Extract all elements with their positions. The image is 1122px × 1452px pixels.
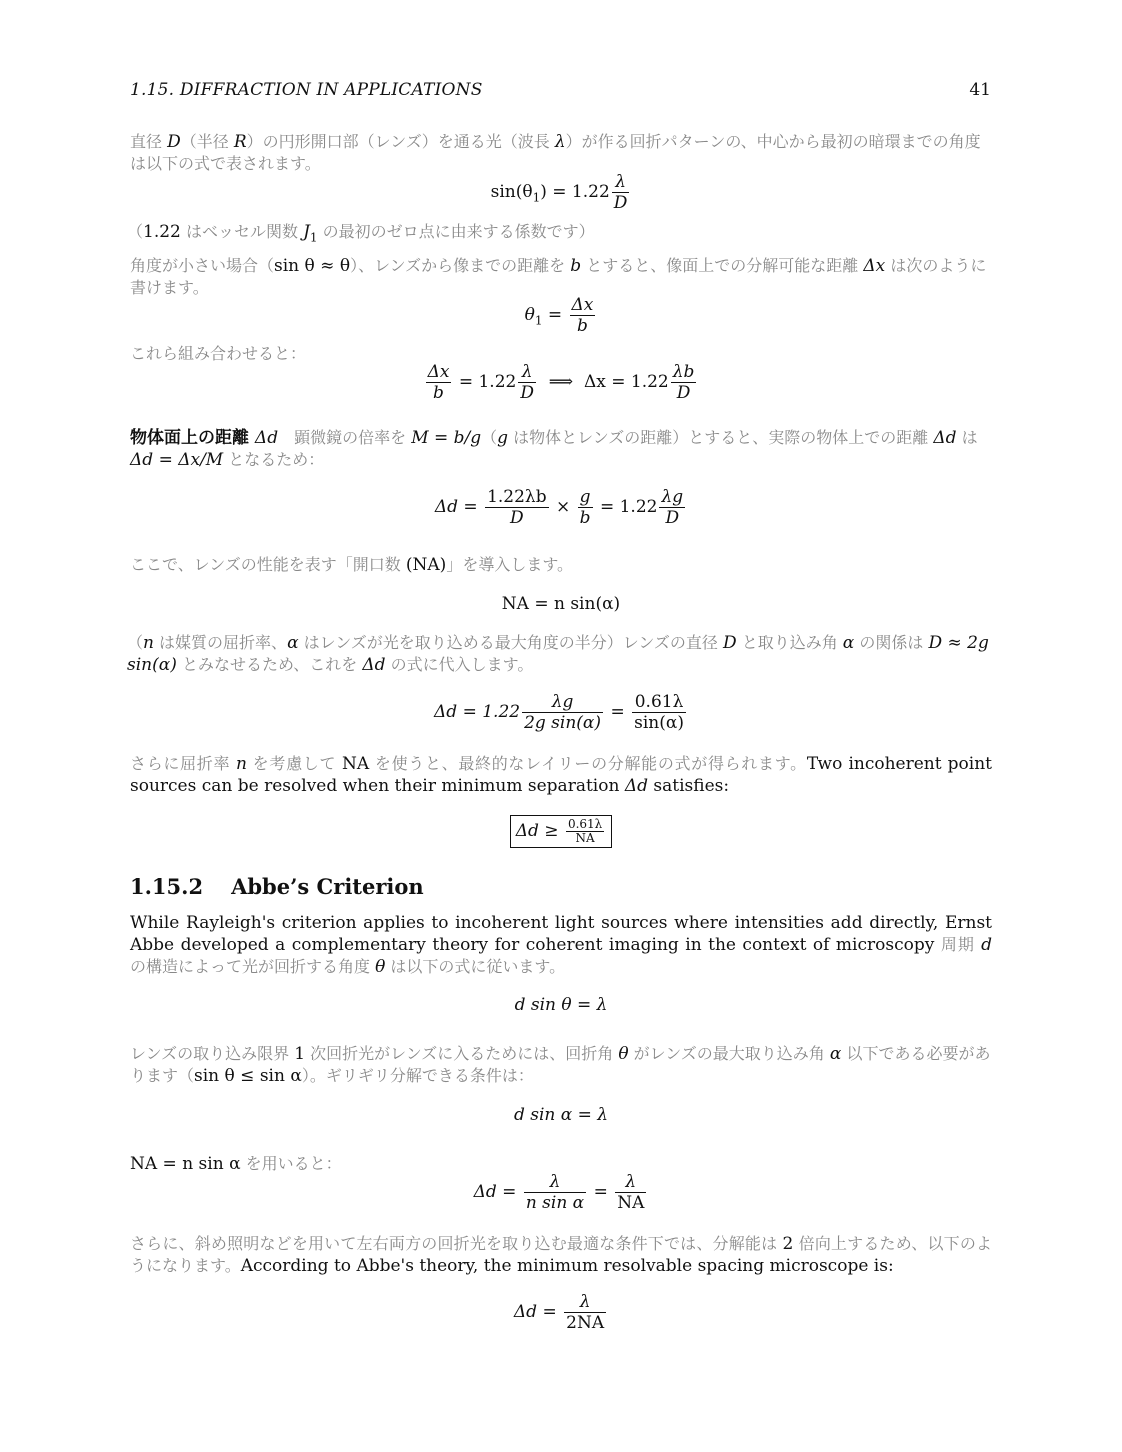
boxed-result: Δd ≥ $\frac{0.61\lambda}{NA}$ bbox=[510, 815, 613, 848]
fraction: $\frac{\lambda}{2NA}$ bbox=[566, 1292, 605, 1333]
paragraph-aperture-intro: 直径 D（半径 R）の円形開口部（レンズ）を通る光（波長 λ）が作る回折パターンの、中心から最初の暗環までの角度は以下の式で表されます。 bbox=[130, 132, 981, 173]
fraction: $\frac{\lambda}{D}$ bbox=[613, 172, 628, 213]
fraction: $\frac{\lambda b}{D}$ bbox=[672, 362, 695, 403]
fraction: $\frac{\Delta x}{b}$ bbox=[571, 295, 594, 336]
fraction: $\frac{\lambda}{NA}$ bbox=[617, 1172, 645, 1213]
running-header bbox=[130, 80, 991, 102]
equation-theta-dx: $\theta_1$ = $\frac{\Delta x}{b}$ bbox=[524, 295, 594, 336]
fraction: $\frac{1.22\lambda b}{D}$ bbox=[487, 487, 547, 528]
page-number: 41 bbox=[969, 80, 991, 100]
section-title: Abbe’s Criterion bbox=[231, 874, 424, 899]
fraction: $\frac{\lambda g}{D}$ bbox=[661, 487, 684, 528]
paragraph-first-order: レンズの取り込み限界 1 次回折光がレンズに入るためには、回折角 θ がレンズの最大取り込み角 α 以下である必要があります（sin θ ≤ sin α）。ギリギリ分解できる条件は： bbox=[130, 1044, 991, 1086]
equation-abbe-delta-d: Δd = $\frac{\lambda}{\text{n sin α}}$ = $\frac{\lambda}{NA}$ bbox=[473, 1172, 645, 1213]
equation-limit-condition: d sin α = λ bbox=[513, 1105, 609, 1125]
paragraph-na-intro: ここで、レンズの性能を表す「開口数 (NA)」を導入します。 bbox=[130, 555, 574, 575]
equation-first-dark-ring: $\sin(\theta_1) = 1.22$ $\frac{\lambda}{D}$ bbox=[490, 172, 628, 213]
paragraph-using-na: NA = n sin α を用いると： bbox=[130, 1154, 342, 1174]
fraction: $\frac{0.61\lambda}{\sin(\alpha)}$ bbox=[634, 692, 684, 733]
section-heading bbox=[130, 874, 424, 899]
paragraph-substitution: （n は媒質の屈折率、α はレンズが光を取り込める最大角度の半分）レンズの直径 D と取り込み角 α の関係は D ≈ 2g sin(α) とみなせるため、これを Δd の式に代入します。 bbox=[127, 633, 989, 675]
fraction: $\frac{0.61\lambda}{NA}$ bbox=[567, 817, 603, 845]
fraction: $\frac{\lambda g}{\text{2g sin(α)}}$ bbox=[524, 692, 602, 733]
paragraph-small-angle: 角度が小さい場合（sin θ ≈ θ）、レンズから像までの距離を b とすると、像面上での分解可能な距離 Δx は次のように書けます。 bbox=[130, 256, 987, 297]
header-chapter-title: 1.15. DIFFRACTION IN APPLICATIONS bbox=[130, 80, 483, 100]
paragraph-abbe-intro: While Rayleigh's criterion applies to incoherent light sources where intensities add directly, Ernst Abbe developed a complementary theory for coherent imaging in the context of microscopy 周期 d の構造によって光が回折する角度 θ は以下の式に従います。 bbox=[130, 913, 993, 977]
fraction: $\frac{g}{b}$ bbox=[579, 487, 591, 528]
fraction: $\frac{\lambda}{D}$ bbox=[520, 362, 534, 403]
equation-grating: d sin θ = λ bbox=[514, 995, 608, 1015]
paragraph-object-distance: 物体面上の距離 Δd 顕微鏡の倍率を M = b/g（g は物体とレンズの距離）とすると、実際の物体上での距離 Δd は Δd = Δx/M となるため： bbox=[130, 428, 978, 470]
equation-object-delta-d: Δd = $\frac{1.22\lambda b}{D}$ × $\frac{g}{b}$ = 1.22 $\frac{\lambda g}{D}$ bbox=[434, 487, 684, 528]
equation-abbe-final: Δd = $\frac{\lambda}{2NA}$ bbox=[513, 1292, 605, 1333]
paragraph-combine: これら組み合わせると： bbox=[130, 344, 307, 363]
equation-substituted: Δd = 1.22 $\frac{\lambda g}{\text{2g sin(α)}}$ = $\frac{0.61\lambda}{\sin(\alpha)}$ bbox=[434, 692, 684, 733]
paragraph-bessel-note: （1.22 はベッセル関数 $J_1$ の最初のゼロ点に由来する係数です） bbox=[127, 222, 595, 245]
equation-rayleigh-boxed bbox=[130, 815, 992, 848]
section-number: 1.15.2 bbox=[130, 874, 204, 899]
paragraph-oblique-illumination: さらに、斜め照明などを用いて左右両方の回折光を取り込む最適な条件下では、分解能は 2 倍向上するため、以下のようになります。According to Abbe's theory, the minimum resolvable spacing microscope is: bbox=[130, 1234, 993, 1276]
equation-combined: $\frac{\Delta x}{b}$ = 1.22 $\frac{\lambda}{D}$ ⟹ Δx = 1.22 $\frac{\lambda b}{D}$ bbox=[427, 362, 695, 403]
fraction: $\frac{\lambda}{\text{n sin α}}$ bbox=[525, 1172, 585, 1213]
fraction: $\frac{\Delta x}{b}$ bbox=[427, 362, 450, 403]
paragraph-rayleigh-final: さらに屈折率 n を考慮して NA を使うと、最終的なレイリーの分解能の式が得られます。Two incoherent point sources can be resolved when their minimum separation Δd satisfies: bbox=[130, 754, 992, 796]
equation-na-definition: NA = n sin(α) bbox=[501, 594, 621, 614]
